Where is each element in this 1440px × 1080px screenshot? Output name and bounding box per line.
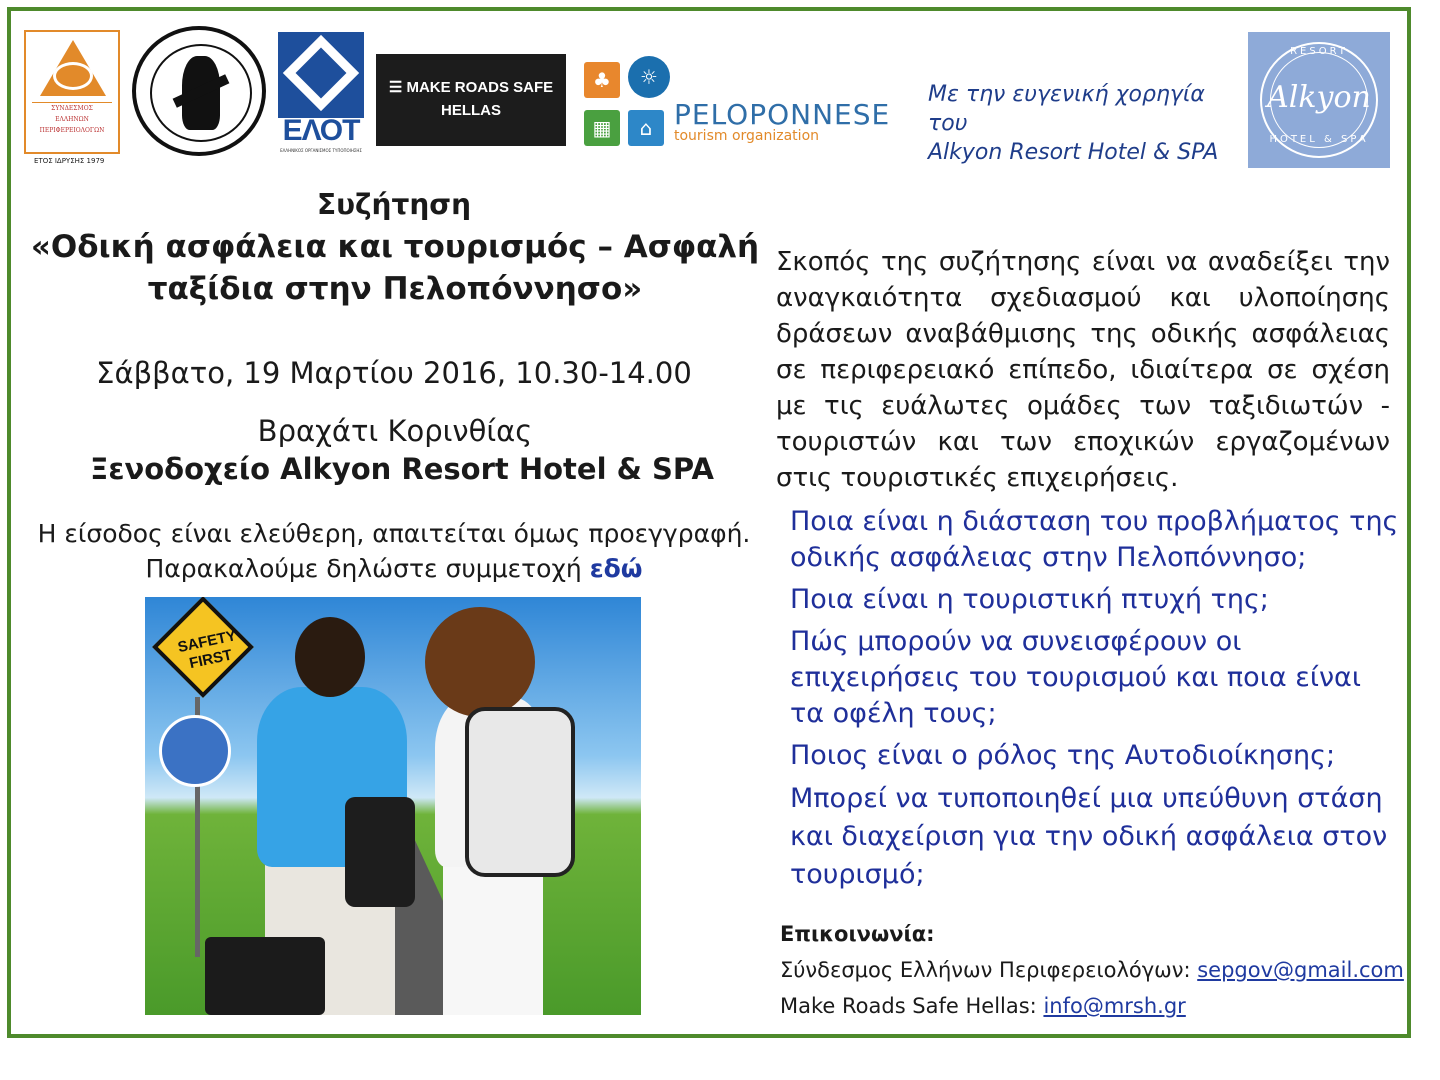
entry-line-2-text: Παρακαλούμε δηλώστε συμμετοχή xyxy=(145,554,590,583)
tree-icon: ♣ xyxy=(584,62,620,98)
question-4: Ποιος είναι ο ρόλος της Αυτοδιοίκησης; xyxy=(790,740,1336,771)
contact-heading: Επικοινωνία: xyxy=(780,922,935,946)
event-title: «Οδική ασφάλεια και τουρισμός – Ασφαλή ταξίδια στην Πελοπόννησο» xyxy=(30,229,760,307)
event-type: Συζήτηση xyxy=(316,188,472,221)
event-place: Βραχάτι Κορινθίας xyxy=(257,414,533,448)
email-link-sep[interactable]: sepgov@gmail.com xyxy=(1197,958,1404,982)
mrsh-line-1: ☰ MAKE ROADS SAFE xyxy=(388,79,554,96)
register-link[interactable]: εδώ xyxy=(589,554,643,583)
alkyon-logo xyxy=(1248,32,1390,168)
suitcase-icon xyxy=(205,937,325,1015)
sep-line-3: ΠΕΡΙΦΕΡΕΙΟΛΟΓΩΝ xyxy=(39,127,105,134)
sep-globe-icon xyxy=(53,62,93,90)
peloponnese-subtitle: tourism organization xyxy=(674,128,820,144)
sep-line-1: ΣΥΝΔΕΣΜΟΣ xyxy=(51,105,93,112)
round-sign-icon xyxy=(159,715,231,787)
sponsor-note xyxy=(928,80,1248,167)
contact-org-2: Make Roads Safe Hellas: xyxy=(780,994,1044,1018)
event-date: Σάββατο, 19 Μαρτίου 2016, 10.30-14.00 xyxy=(96,356,692,390)
contact-line-2 xyxy=(780,994,1186,1018)
backpack-icon xyxy=(465,707,575,877)
safety-sign-text: SAFETY FIRST xyxy=(176,627,238,673)
question-3: Πώς μπορούν να συνεισφέρουν οι επιχειρήσεις του τουρισμού και ποια είναι τα οφέλη τους; xyxy=(790,626,1361,729)
shoulder-bag xyxy=(345,797,415,907)
woman-hair xyxy=(425,607,535,717)
travelers-photo xyxy=(145,597,641,1015)
sep-logo-text xyxy=(32,102,112,136)
temple-icon: ⌂ xyxy=(628,110,664,146)
sep-line-2: ΕΛΛΗΝΩΝ xyxy=(55,116,89,123)
sponsor-line-2: Alkyon Resort Hotel & SPA xyxy=(928,140,1219,165)
event-hotel: Ξενοδοχείο Alkyon Resort Hotel & SPA xyxy=(90,452,714,486)
entry-note xyxy=(24,516,764,586)
man-head xyxy=(295,617,365,697)
email-link-mrsh[interactable]: info@mrsh.gr xyxy=(1043,994,1186,1018)
sun-icon: ☼ xyxy=(628,56,670,98)
elot-box xyxy=(278,32,364,118)
seal-inner xyxy=(150,44,252,142)
sep-year: ΕΤΟΣ ΙΔΡΥΣΗΣ 1979 xyxy=(34,157,105,165)
entry-line-2 xyxy=(24,551,764,586)
purpose-paragraph: Σκοπός της συζήτησης είναι να αναδείξει την αναγκαιότητα σχεδιασμού και υλοποίησης δράσεων αναβάθμισης της οδικής ασφάλειας σε περιφερειακό επίπεδο, ιδιαίτερα σε σχέση με τις ευάλωτες ομάδες των ταξιδιωτών - τουριστών και των εποχικών εργαζομένων στις τουριστικές επιχειρήσεις. xyxy=(776,247,1390,493)
contact-org-1: Σύνδεσμος Ελλήνων Περιφερειολόγων: xyxy=(780,958,1198,982)
sponsor-line-1: Με την ευγενική χορηγία του xyxy=(928,82,1205,136)
elot-symbol-icon xyxy=(283,35,359,111)
mrsh-line-2: HELLAS xyxy=(441,102,501,119)
make-roads-safe-logo xyxy=(376,54,566,146)
alkyon-bottom-text: HOTEL & SPA xyxy=(1269,134,1369,145)
question-2: Ποια είναι η τουριστική πτυχή της; xyxy=(790,584,1269,615)
university-seal-logo xyxy=(132,26,266,156)
building-icon: ▦ xyxy=(584,110,620,146)
woman-legs xyxy=(443,865,543,1015)
elot-logo xyxy=(278,32,364,156)
alkyon-top-text: RESORT xyxy=(1290,46,1348,57)
peloponnese-logo xyxy=(584,56,891,146)
alkyon-name: Alkyon xyxy=(1267,80,1371,115)
elot-subtitle: ΕΛΛΗΝΙΚΟΣ ΟΡΓΑΝΙΣΜΟΣ ΤΥΠΟΠΟΙΗΣΗΣ xyxy=(280,148,362,153)
question-5: Μπορεί να τυποποιηθεί μια υπεύθυνη στάση και διαχείριση για την οδική ασφάλεια στον τουρισμό; xyxy=(790,783,1388,890)
sep-logo xyxy=(24,30,120,154)
contact-line-1 xyxy=(780,958,1404,982)
peloponnese-name: PELOPONNESE xyxy=(674,98,891,131)
question-1: Ποια είναι η διάσταση του προβλήματος της οδικής ασφάλειας στην Πελοπόννησο; xyxy=(790,506,1399,573)
entry-line-1: Η είσοδος είναι ελεύθερη, απαιτείται όμως προεγγραφή. xyxy=(37,519,751,548)
elot-word: ΕΛΟΤ xyxy=(282,114,360,147)
